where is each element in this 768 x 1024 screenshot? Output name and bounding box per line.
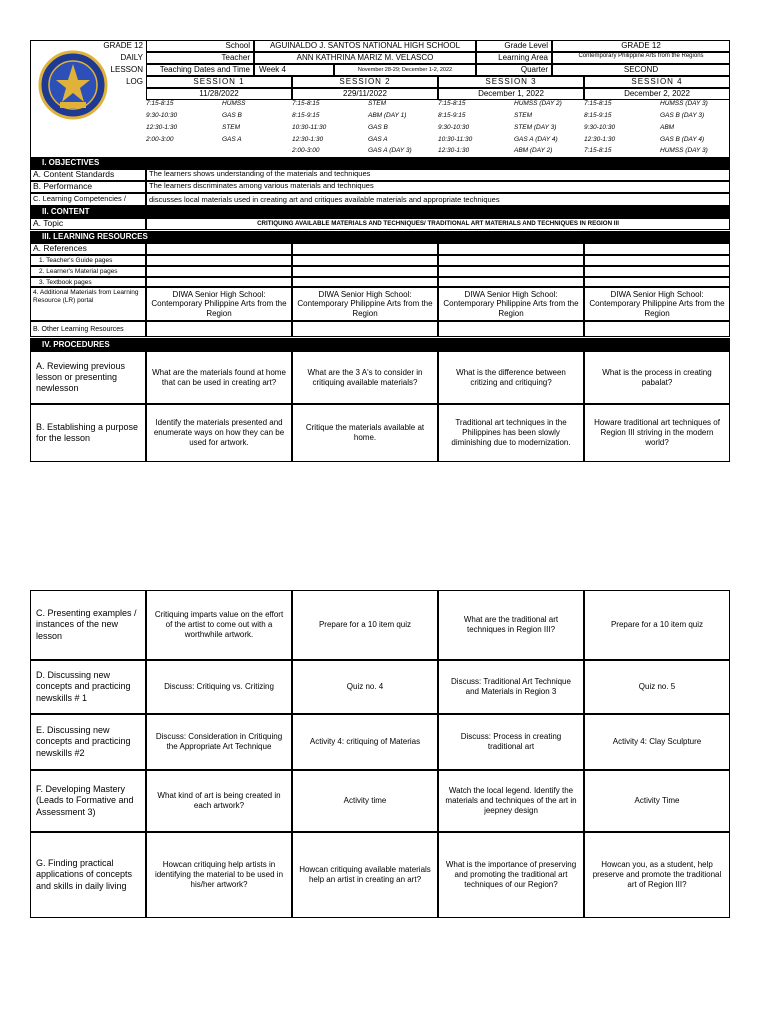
session-1-name: SESSION 1 (146, 76, 292, 88)
session-3-date: December 1, 2022 (438, 88, 584, 100)
quarter-value: SECOND (552, 64, 730, 76)
procedure-cell: What is the difference between critizing and critiquing? (438, 351, 584, 404)
lesson-label: LESSON (110, 65, 143, 74)
grade-level-value: GRADE 12 (552, 40, 730, 52)
content-standards-value: The learners shows understanding of the materials and techniques (146, 169, 730, 181)
sched-class: GAS A (DAY 3) (368, 147, 412, 154)
competencies-label: C. Learning Competencies / (30, 193, 146, 206)
procedures-bar: IV. PROCEDURES (30, 338, 730, 351)
sched-time: 2:00-3:00 (146, 136, 174, 143)
dates-label: Teaching Dates and Time (146, 64, 254, 76)
sched-time: 10:30-11:30 (438, 136, 473, 143)
sched-class: GAS A (222, 136, 242, 143)
sched-time: 8:15-9:15 (438, 112, 466, 119)
sched-time: 8:15-9:15 (584, 112, 612, 119)
resource-cell (292, 321, 438, 337)
sched-time: 9:30-10:30 (584, 124, 616, 131)
resource-cell (146, 321, 292, 337)
sched-time: 7:15-8:15 (584, 147, 612, 154)
resource-cell (146, 277, 292, 287)
sched-time: 9:30-10:30 (146, 112, 178, 119)
resource-cell (292, 277, 438, 287)
performance-value: The learners discriminates among various materials and techniques (146, 181, 730, 193)
sched-time: 2:00-3:00 (292, 147, 320, 154)
resource-cell (584, 243, 730, 255)
resource-cell (438, 277, 584, 287)
procedure-cell: Discuss: Process in creating traditional art (438, 714, 584, 770)
procedure-cell: Quiz no. 4 (292, 660, 438, 714)
session-4-name: SESSION 4 (584, 76, 730, 88)
quarter-label: Quarter (476, 64, 552, 76)
resource-cell (146, 255, 292, 266)
resource-cell (584, 255, 730, 266)
procedure-cell: Quiz no. 5 (584, 660, 730, 714)
sched-time: 7:15-8:15 (146, 100, 174, 107)
procedure-label-a: A. Reviewing previous lesson or presenting newlesson (30, 351, 146, 404)
additional-materials-value: DIWA Senior High School: Contemporary Philippine Arts from the Region (438, 287, 584, 321)
tb-label: 3. Textbook pages (30, 277, 146, 287)
procedure-cell: What are the traditional art techniques in Region III? (438, 590, 584, 660)
resource-cell (584, 321, 730, 337)
sched-time: 8:15-9:15 (292, 112, 320, 119)
procedure-cell: Activity Time (584, 770, 730, 832)
procedure-cell: What are the 3 A's to consider in critiquing available materials? (292, 351, 438, 404)
sched-class: STEM (514, 112, 533, 119)
sched-time: 9:30-10:30 (438, 124, 470, 131)
sched-time: 12:30-1:30 (146, 124, 178, 131)
sched-time: 7:15-8:15 (438, 100, 466, 107)
procedure-label-d: D. Discussing new concepts and practicing newskills # 1 (30, 660, 146, 714)
objectives-bar: I. OBJECTIVES (30, 157, 730, 169)
procedure-cell: What kind of art is being created in each artwork? (146, 770, 292, 832)
other-resources-label: B. Other Learning Resources (30, 321, 146, 337)
session-2-date: 229/11/2022 (292, 88, 438, 100)
sched-time: 7:15-8:15 (292, 100, 320, 107)
sched-class: STEM (368, 100, 387, 107)
learning-area-value: Contemporary Philippine Arts from the Regions (552, 52, 730, 64)
sched-class: ABM (DAY 2) (514, 147, 553, 154)
content-bar: II. CONTENT (30, 206, 730, 218)
session-3-name: SESSION 3 (438, 76, 584, 88)
procedure-cell: Discuss: Consideration in Critiquing the Appropriate Art Technique (146, 714, 292, 770)
sched-class: HUMSS (222, 100, 246, 107)
sched-time: 10:30-11:30 (292, 124, 327, 131)
sched-class: GAS B (DAY 3) (660, 112, 705, 119)
references-label: A. References (30, 243, 146, 255)
procedure-cell: Howcan you, as a student, help preserve and promote the traditional art of Region III? (584, 832, 730, 918)
resource-cell (584, 266, 730, 277)
school-label: School (146, 40, 254, 52)
procedure-cell: Identify the materials presented and enumerate ways on how they can be used for artwork. (146, 404, 292, 462)
procedure-cell: What are the materials found at home that can be used in creating art? (146, 351, 292, 404)
topic-label: A. Topic (30, 218, 146, 230)
resource-cell (292, 255, 438, 266)
resource-cell (438, 266, 584, 277)
daily-label: DAILY (120, 53, 143, 62)
sched-class: ABM (660, 124, 675, 131)
sched-class: STEM (222, 124, 241, 131)
procedure-label-e: E. Discussing new concepts and practicing newskills #2 (30, 714, 146, 770)
week-value: Week 4 (254, 64, 334, 76)
procedure-cell: Activity 4: Clay Sculpture (584, 714, 730, 770)
sched-class: ABM (DAY 1) (368, 112, 407, 119)
grade-label: GRADE 12 (103, 41, 143, 50)
sched-class: STEM (DAY 3) (514, 124, 557, 131)
session-2-name: SESSION 2 (292, 76, 438, 88)
teacher-label: Teacher (146, 52, 254, 64)
topic-value: CRITIQUING AVAILABLE MATERIALS AND TECHNIQUES/ TRADITIONAL ART MATERIALS AND TECHNIQUES IN REGION III (146, 218, 730, 230)
content-standards-label: A. Content Standards (30, 169, 146, 181)
sched-time: 7:15-8:15 (584, 100, 612, 107)
procedure-cell: What is the importance of preserving and promoting the traditional art techniques of our Region? (438, 832, 584, 918)
sched-class: GAS A (368, 136, 388, 143)
procedure-cell: Traditional art techniques in the Philippines has been slowly diminishing due to modernization. (438, 404, 584, 462)
resource-cell (438, 243, 584, 255)
teacher-name: ANN KATHRINA MARIZ M. VELASCO (254, 52, 476, 64)
sched-time: 12:30-1:30 (438, 147, 470, 154)
sched-class: GAS B (368, 124, 388, 131)
resource-cell (292, 243, 438, 255)
procedure-cell: Howcan critiquing help artists in identifying the material to be used in his/her artwork? (146, 832, 292, 918)
procedure-cell: Prepare for a 10 item quiz (584, 590, 730, 660)
procedure-cell: What is the process in creating pabalat? (584, 351, 730, 404)
procedure-cell: Discuss: Critiquing vs. Critizing (146, 660, 292, 714)
resources-bar: III. LEARNING RESOURCES (30, 231, 730, 243)
procedure-cell: Activity time (292, 770, 438, 832)
sched-time: 12:30-1:30 (292, 136, 324, 143)
sched-class: HUMSS (DAY 2) (514, 100, 562, 107)
procedure-cell: Watch the local legend. Identify the materials and techniques of the art in jeepney design (438, 770, 584, 832)
learning-area-label: Learning Area (476, 52, 552, 64)
procedure-label-f: F. Developing Mastery (Leads to Formative and Assessment 3) (30, 770, 146, 832)
session-4-date: December 2, 2022 (584, 88, 730, 100)
additional-materials-value: DIWA Senior High School: Contemporary Philippine Arts from the Region (584, 287, 730, 321)
resource-cell (438, 255, 584, 266)
sched-class: GAS B (222, 112, 242, 119)
procedure-cell: Prepare for a 10 item quiz (292, 590, 438, 660)
performance-label: B. Performance (30, 181, 146, 193)
session-1-date: 11/28/2022 (146, 88, 292, 100)
schedule-area (146, 100, 730, 157)
sched-class: HUMSS (DAY 3) (660, 147, 708, 154)
sched-time: 12:30-1:30 (584, 136, 616, 143)
additional-materials-value: DIWA Senior High School: Contemporary Philippine Arts from the Region (292, 287, 438, 321)
lm-label: 2. Learner's Material pages (30, 266, 146, 277)
dates-value: November 28-29; December 1-2, 2022 (334, 64, 476, 76)
procedure-cell: Howcan critiquing available materials help an artist in creating an art? (292, 832, 438, 918)
resource-cell (438, 321, 584, 337)
additional-materials-value: DIWA Senior High School: Contemporary Philippine Arts from the Region (146, 287, 292, 321)
sched-class: GAS A (DAY 4) (514, 136, 558, 143)
grade-level-label: Grade Level (476, 40, 552, 52)
procedure-label-c: C. Presenting examples / instances of the new lesson (30, 590, 146, 660)
procedure-cell: Critique the materials available at home. (292, 404, 438, 462)
log-label: LOG (126, 77, 143, 86)
procedure-cell: Howare traditional art techniques of Region III striving in the modern world? (584, 404, 730, 462)
procedure-label-g: G. Finding practical applications of concepts and skills in daily living (30, 832, 146, 918)
procedure-cell: Discuss: Traditional Art Technique and Materials in Region 3 (438, 660, 584, 714)
additional-materials-label: 4. Additional Materials from Learning Resource (LR) portal (30, 287, 146, 321)
tg-label: 1. Teacher's Guide pages (30, 255, 146, 266)
resource-cell (146, 266, 292, 277)
resource-cell (146, 243, 292, 255)
competencies-value: discusses local materials used in creating art and critiques available materials and appropriate techniques (146, 193, 730, 206)
resource-cell (292, 266, 438, 277)
procedure-cell: Critiquing imparts value on the effort of the artist to come out with a worthwhile artwork. (146, 590, 292, 660)
sched-class: GAS B (DAY 4) (660, 136, 705, 143)
sched-class: HUMSS (DAY 3) (660, 100, 708, 107)
procedure-label-b: B. Establishing a purpose for the lesson (30, 404, 146, 462)
resource-cell (584, 277, 730, 287)
school-name: AGUINALDO J. SANTOS NATIONAL HIGH SCHOOL (254, 40, 476, 52)
procedure-cell: Activity 4: critiquing of Materias (292, 714, 438, 770)
